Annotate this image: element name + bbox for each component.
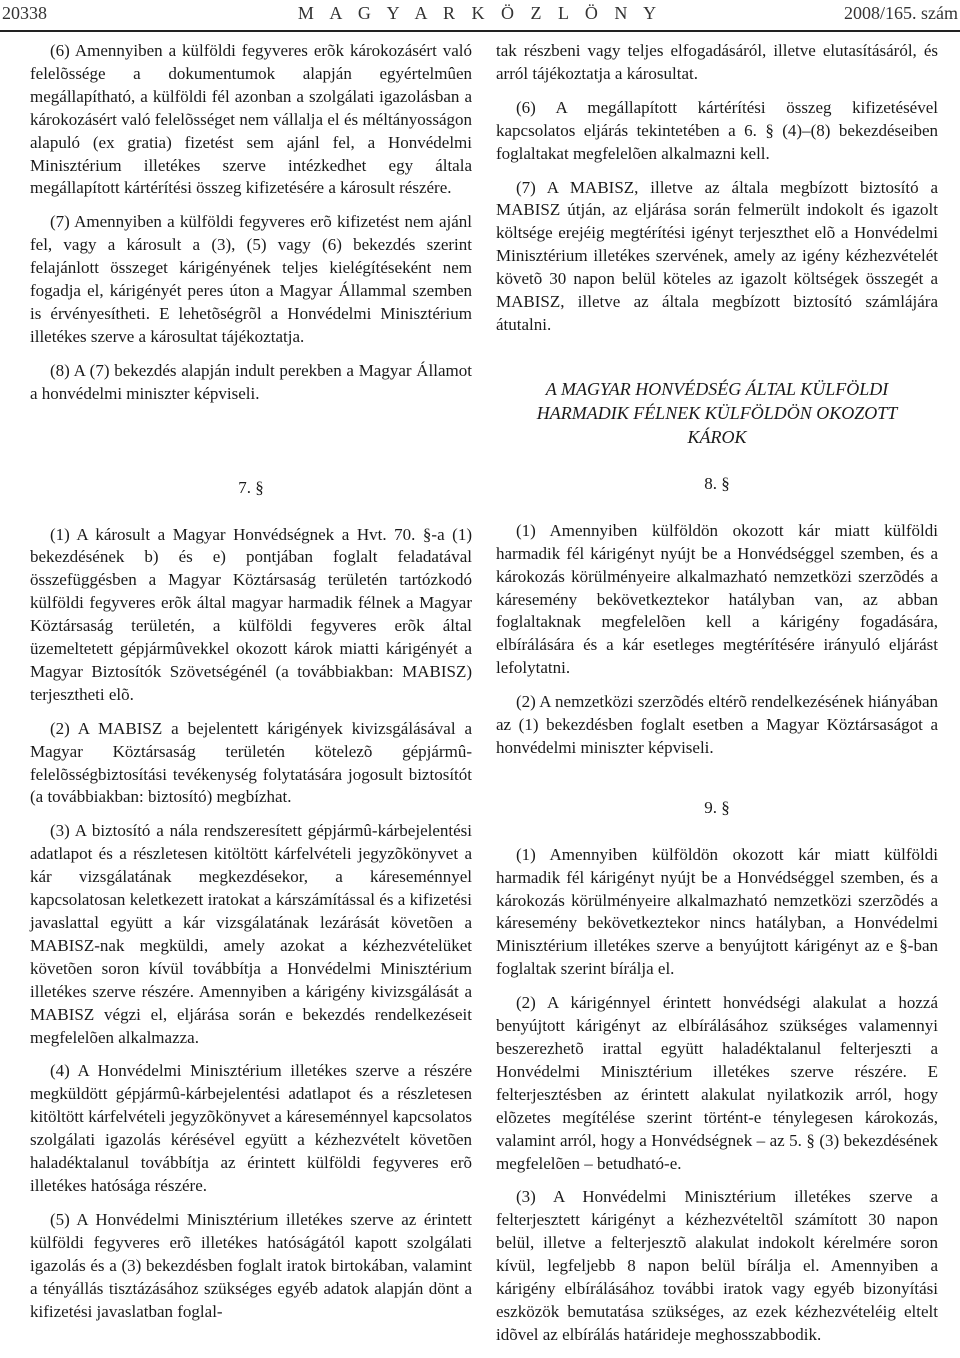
journal-title: M A G Y A R K Ö Z L Ö N Y	[297, 3, 663, 23]
paragraph-7-3: (3) A biztosító a nála rendszeresített gépjármû-kárbejelentési adatlapot és a részletesen kitöltött kárfelvételi jegyzõkönyvet a kár vizsgálatának megkezdésekor, a káreseménnyel kapcsolatosan keletkezett iratokat a kárszámítással és a kifizetési javaslattal együtt a kár vizsgálatának lezárását követõen a MABISZ-nak megküldi, amely azokat a kézhezvételüket követõen soron kívül továbbítja a Honvédelmi Minisztérium illetékes szerve részére. Amennyiben a kárigény kivizsgálását a MABISZ végzi el, eljárása során e bekezdés rendelkezéseit megfelelõen alkalmazza.	[30, 821, 472, 1047]
left-column	[30, 40, 472, 1334]
section-9-number: 9. §	[704, 797, 730, 817]
page-header	[0, 0, 960, 32]
paragraph-8-1: (1) Amennyiben külföldön okozott kár miatt külföldi harmadik fél kárigényt nyújt be a Honvédséggel szemben, és a károkozás körülményeire alkalmazható nemzetközi szerzõdés a káresemény bekövetkeztekor hatályban van, az abban foglaltaknak megfelelõen kell a kárigény fogadására, elbírálására és a kár esetleges megtérítésére irányuló eljárást lefolytatni.	[496, 520, 938, 678]
section-7-number: 7. §	[238, 477, 264, 497]
right-column	[496, 40, 938, 1358]
paragraph-7-1: (1) A károsult a Magyar Honvédségnek a Hvt. 70. §-a (1) bekezdésének b) és e) pontjában foglalt feladatával összefüggésben a Magyar Köztársaság területén tartózkodó külföldi fegyveres erõk által magyar harmadik félnek a Magyar Köztársaság területén, a külföldi fegyveres erõk által üzemeltetett gépjármûvekkel okozott károk miatti kárigényét a Magyar Biztosítók Szövetségénél (a továbbiakban: MABISZ) terjesztheti elõ.	[30, 524, 472, 704]
paragraph-9-2: (2) A kárigénnyel érintett honvédségi alakulat a hozzá benyújtott kárigényt az elbírálásához szükséges valamennyi beszerezhetõ irattal együtt haladéktalanul felterjeszti a Honvédelmi Minisztérium illetékes szerve részére. E felterjesztésben az érintett alakulat nyilatkozik arról, hogy elõzetes megítélése szerint történt-e ténylegesen károkozás, valamint arról, hogy a Honvédségnek – az 5. § (3) bekezdésének megfelelõen – betudható-e.	[496, 993, 938, 1173]
paragraph-7-7: (7) A MABISZ, illetve az általa megbízott biztosító a MABISZ útján, az eljárása során felmerült indokolt és igazolt költsége erejéig megtérítési igényt terjeszthet elõ a Honvédelmi Minisztérium illetékes szervének, amely az igény kézhezvételét követõ 30 napon belül köteles az igazolt költségek összegét a MABISZ, illetve az általa megbízott biztosító számlájára átutalni.	[496, 177, 938, 334]
issue-number: 2008/165. szám	[844, 3, 958, 23]
spacer	[496, 771, 938, 797]
spacer	[30, 417, 472, 477]
paragraph-9-1: (1) Amennyiben külföldön okozott kár miatt külföldi harmadik fél kárigényt nyújt be a Honvédséggel szemben, és a károkozás körülményeire alkalmazható nemzetközi szerzõdés a káresemény bekövetkeztekor nincs hatályban, a Honvédelmi Minisztérium illetékes szerve a benyújtott kárigényt az e §-ban foglaltak szerint bírálja el.	[496, 844, 938, 979]
paragraph-7-6: (6) A megállapított kártérítési összeg kifizetésével kapcsolatos eljárás tekintetében a 6. § (4)–(8) bekezdéseiben foglaltakat megfelelõen alkalmazni kell.	[496, 97, 938, 163]
paragraph-6-7: (7) Amennyiben a külföldi fegyveres erõ kifizetést nem ajánl fel, vagy a károsult a (3), (5) vagy (6) bekezdés szerint felajánlott összeget kárigényének teljes kielégítéseként nem fogadja el, kárigényét peres úton a Magyar Állammal szemben is érvényesítheti. E lehetõségrõl a Honvédelmi Minisztérium illetékes szerve a károsultat tájékoztatja.	[30, 212, 472, 346]
paragraph-7-5: (5) A Honvédelmi Minisztérium illetékes szerve az érintett külföldi fegyveres erõ illetékes hatóságától kapott szolgálati igazolás és a (3) bekezdésben foglalt iratok birtokában, valamint a tényállás tisztázásához szükséges egyéb adatok alapján dönt a kifizetési javaslatban foglal-	[30, 1209, 472, 1321]
page-number: 20338	[2, 3, 47, 23]
paragraph-9-3: (3) A Honvédelmi Minisztérium illetékes szerve a felterjesztett kárigényt a kézhezvételtõl számított 30 napon belül, illetve a felterjesztõ alakulat indokolt kérelmére soron kívül, legfeljebb 8 napon belül bírálja el. Amennyiben a kárigény elbírálásához további iratok vagy egyéb bizonyítási eszközök bemutatása szükséges, az ezek kézhezvételéig eltelt idõvel az elbírálás határideje meghosszabbodik.	[496, 1187, 938, 1344]
paragraph-6-8: (8) A (7) bekezdés alapján indult perekben a Magyar Államot a honvédelmi miniszter képviseli.	[30, 360, 472, 403]
chapter-heading: A MAGYAR HONVÉDSÉG ÁLTAL KÜLFÖLDI HARMADIK FÉLNEK KÜLFÖLDÖN OKOZOTT KÁROK	[536, 378, 898, 447]
section-8-number: 8. §	[704, 473, 730, 493]
paragraph-8-2: (2) A nemzetközi szerzõdés eltérõ rendelkezésének hiányában az (1) bekezdésben foglalt esetben a Magyar Köztársaságot a honvédelmi miniszter képviseli.	[496, 692, 938, 757]
paragraph-7-4: (4) A Honvédelmi Minisztérium illetékes szerve a részére megküldött gépjármû-kárbejelentési adatlapot és a részletesen kitöltött kárfelvételi jegyzõkönyvet a káreseménnyel kapcsolatos szolgálati igazolás kérésével együtt a kézhezvételt követõen haladéktalanul továbbítja az érintett külföldi fegyveres erõ illetékes hatósága részére.	[30, 1061, 472, 1195]
paragraph-7-2: (2) A MABISZ a bejelentett kárigények kivizsgálásával a Magyar Köztársaság területén kötelezõ gépjármû-felelõsségbiztosítási tevékenység folytatására jogosult biztosítót (a továbbiakban: biztosító) megbízhat.	[30, 718, 472, 807]
paragraph-6-6: (6) Amennyiben a külföldi fegyveres erõk károkozásért való felelõssége a dokumentumok alapján egyértelmûen megállapítható, a külföldi fél azonban a szolgálati igazolásban a károkozásért való felelõsséget nem vállalja el és méltányosságon alapuló (ex gratia) fizetést sem ajánl fel, a Honvédelmi Minisztérium illetékes szerve intézkedhet egy általa megállapított kártérítési összeg kifizetésére a károsult részére.	[30, 41, 472, 198]
paragraph-7-5-continued: tak részbeni vagy teljes elfogadásáról, illetve elutasításáról, és arról tájékoztatja a károsultat.	[496, 41, 938, 83]
